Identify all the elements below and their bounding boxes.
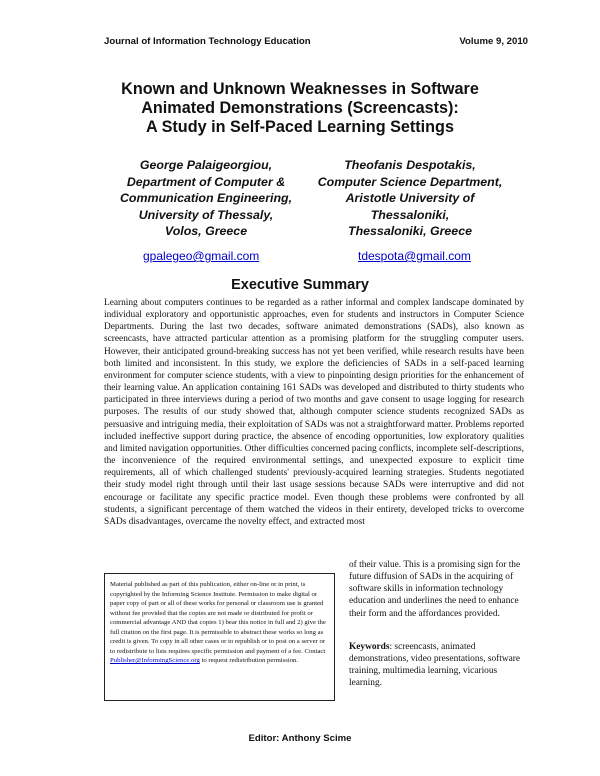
author-affiliation: Aristotle University of — [345, 191, 475, 206]
volume-label: Volume 9, 2010 — [459, 36, 528, 47]
author-block-2 — [290, 157, 530, 240]
abstract-text-continued: of their value. This is a promising sign for the future diffusion of SADs in the acquiring of software skills in information technology education and underlines the need to enhance their form and the affordances provided. — [349, 560, 521, 619]
paper-title — [60, 80, 540, 137]
journal-name: Journal of Information Technology Education — [104, 36, 311, 47]
copyright-text: Material published as part of this publication, either on-line or in print, is copyrighted by the Informing Science Institute. Permission to make digital or paper copy of part or all of these works for personal or classroom use is granted without fee provided that the copies are not made or distributed for profit or commercial advantage AND that copies 1) bear this notice in full and 2) give the full citation on the first page. It is permissible to abstract these works so long as credit is given. To copy in all other cases or to republish or to post on a server or to redistribute to lists requires specific permission and payment of a fee. Contact — [110, 581, 326, 655]
keywords — [349, 641, 524, 690]
author-affiliation: Computer Science Department, — [317, 174, 503, 189]
author-affiliation: Thessaloniki, — [370, 207, 450, 222]
author-email-link-1[interactable]: gpalegeo@gmail.com — [143, 249, 260, 263]
copyright-text-end: to request redistribution permission. — [199, 657, 299, 664]
author-affiliation: Thessaloniki, Greece — [348, 224, 472, 239]
title-line: Known and Unknown Weaknesses in Software — [121, 80, 479, 98]
author-name: Theofanis Despotakis, — [344, 158, 476, 172]
author-affiliation: Volos, Greece — [164, 224, 248, 239]
author-affiliation: Department of Computer & — [126, 174, 286, 189]
author-affiliation: Communication Engineering, — [119, 191, 293, 206]
keywords-text: : screencasts, animated demonstrations, video presentations, software training, multimedia learning, vicarious learning. — [349, 642, 521, 689]
abstract-text: Learning about computers continues to be regarded as a rather informal and complex landscape dominated by individual exploratory and opportunistic approaches, even for students and instructors in Computer Science Departments. During the last two decades, software animated demonstrations (SADs), also known as screencasts, have attracted particular attention as a promising platform for the struggling computer users. However, their anticipated ground-breaking success has not yet been verified, while research results have been both limited and inconsistent. In this study, we explore the deficiencies of SADs in a self-paced learning environment for computer science students, with a view to pinpointing design priorities for the enhancement of their learning value. An application containing 161 SADs was developed and distributed to thirty students who participated in three interviews during a period of two months and gave consent to usage logging for research purposes. The results of our study showed that, although computer science students recognized SADs as persuasive and intriguing media, their exploitation of SADs was not a straightforward matter. Problems reported included ineffective support during practice, the absence of encoding opportunities, low exploratory qualities and limited navigation opportunities. Other difficulties concerned pacing conflicts, incomplete self-descriptions, the inconvenience of the required environmental settings, and unexpected exposure to explicit time requirements, all of which challenged students' previously-acquired learning strategies. Students negotiated their study model right through until their last usage sessions because SADs were interruptive and did not encourage or facilitate any specific practice model. Even though these problems were confronted by all students, a significant percentage of them watched the videos in their entirety, developed tricks to overcome SADs disadvantages, overcame the novelty effect, and extracted most — [104, 298, 524, 527]
title-line: Animated Demonstrations (Screencasts): — [141, 99, 459, 117]
author-block-1 — [96, 157, 316, 240]
author-name: George Palaigeorgiou, — [139, 158, 273, 172]
title-line: A Study in Self-Paced Learning Settings — [146, 118, 454, 136]
editor-credit: Editor: Anthony Scime — [248, 733, 352, 744]
author-email-link-2[interactable]: tdespota@gmail.com — [358, 249, 471, 263]
copyright-notice — [104, 573, 335, 701]
author-affiliation: University of Thessaly, — [138, 207, 274, 222]
section-heading: Executive Summary — [231, 277, 369, 293]
publisher-email-link[interactable]: Publisher@InformingScience.org — [110, 657, 200, 664]
keywords-label: Keywords — [349, 642, 390, 652]
